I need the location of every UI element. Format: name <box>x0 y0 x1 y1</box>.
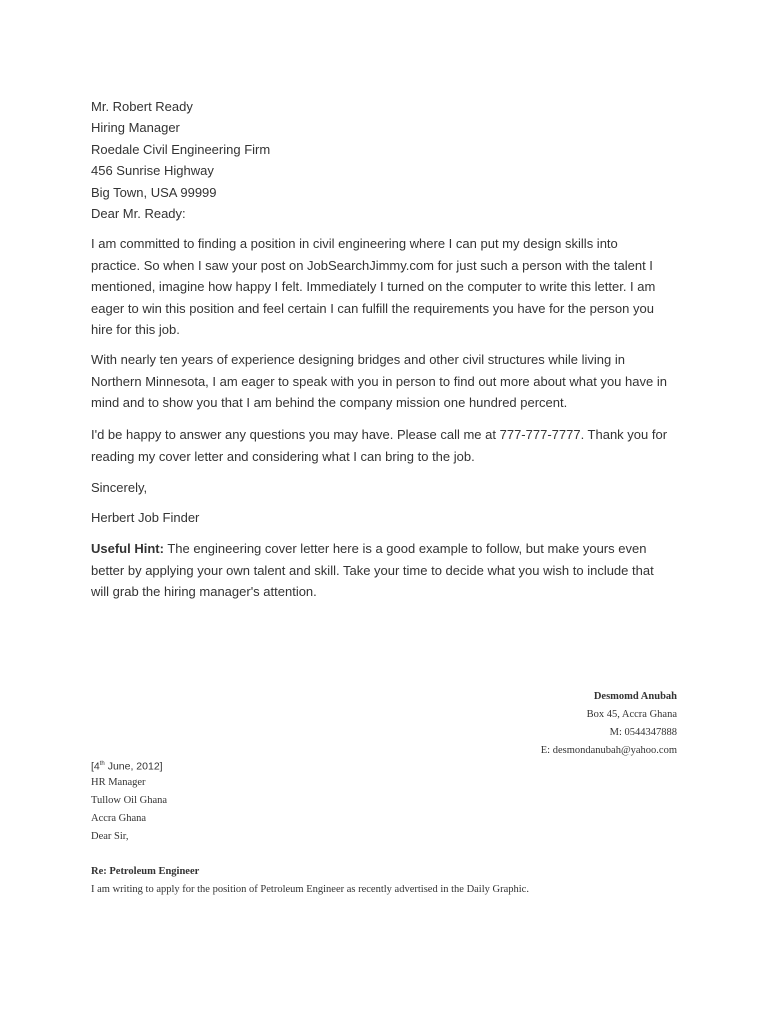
salutation: Dear Mr. Ready: <box>91 206 186 222</box>
paragraph-line: With nearly ten years of experience designing bridges and other civil structures while living in <box>91 352 625 367</box>
recipient-city: Big Town, USA 99999 <box>91 184 217 200</box>
signature-name: Herbert Job Finder <box>91 510 200 525</box>
paragraph-line: Northern Minnesota, I am eager to speak with you in person to find out more about what you have in <box>91 373 667 389</box>
sender-email: E: desmondanubah@yahoo.com <box>540 745 677 756</box>
hint-line-1 <box>91 538 681 560</box>
letter-date <box>91 756 163 775</box>
hint-line-2: better by applying your own talent and skill. Take your time to decide what you wish to include that <box>91 562 654 578</box>
paragraph-line: hire for this job. <box>91 322 180 337</box>
paragraph-line: I am committed to finding a position in civil engineering where I can put my design skills into <box>91 236 618 251</box>
sender-block <box>541 688 677 760</box>
paragraph-line: practice. So when I saw your post on JobSearchJimmy.com for just such a person with the talent I <box>91 257 653 273</box>
recipient-block-2 <box>91 774 167 846</box>
paragraph-line: mind and to show you that I am behind the company mission one hundred percent. <box>91 395 568 410</box>
hint-text: The engineering cover letter here is a good example to follow, but make yours even <box>163 541 647 556</box>
closing-text: Sincerely, <box>91 480 148 495</box>
paragraph-line: mentioned, imagine how happy I felt. Immediately I turned on the computer to write this letter. I am <box>91 279 656 294</box>
useful-hint <box>91 538 681 603</box>
signature <box>91 507 681 529</box>
date-prefix: [4 <box>91 760 100 773</box>
body-line-2: I am writing to apply for the position of Petroleum Engineer as recently advertised in the Daily Graphic. <box>91 884 529 895</box>
paragraph-line: I'd be happy to answer any questions you may have. Please call me at 777-777-7777. Thank you for <box>91 427 668 442</box>
recipient-title: Hiring Manager <box>91 120 180 136</box>
body-paragraph-3 <box>91 424 681 467</box>
date-rest: June, 2012] <box>104 760 163 773</box>
paragraph-line: eager to win this position and feel certain I can fulfill the requirements you have for the person you <box>91 300 654 316</box>
body-paragraph-1 <box>91 233 681 341</box>
paragraph-line: reading my cover letter and considering what I can bring to the job. <box>91 448 475 464</box>
sender-name: Desmomd Anubah <box>593 691 677 702</box>
recipient-street: 456 Sunrise Highway <box>91 163 214 179</box>
hint-line-3: will grab the hiring manager's attention. <box>91 584 317 599</box>
recipient-2-title: HR Manager <box>91 777 146 788</box>
recipient-address-block <box>91 96 270 224</box>
sender-mobile: M: 0544347888 <box>609 727 677 738</box>
recipient-name: Mr. Robert Ready <box>91 99 193 114</box>
subject-line: Re: Petroleum Engineer <box>91 866 200 877</box>
date-ordinal: th <box>99 761 105 767</box>
recipient-company: Roedale Civil Engineering Firm <box>91 141 271 157</box>
closing <box>91 477 681 499</box>
body-paragraph-2 <box>91 349 681 414</box>
recipient-2-city: Accra Ghana <box>91 813 147 824</box>
hint-label: Useful Hint: <box>91 541 164 556</box>
sender-address: Box 45, Accra Ghana <box>586 709 677 720</box>
recipient-2-company: Tullow Oil Ghana <box>91 795 168 806</box>
salutation-2: Dear Sir, <box>91 831 129 842</box>
